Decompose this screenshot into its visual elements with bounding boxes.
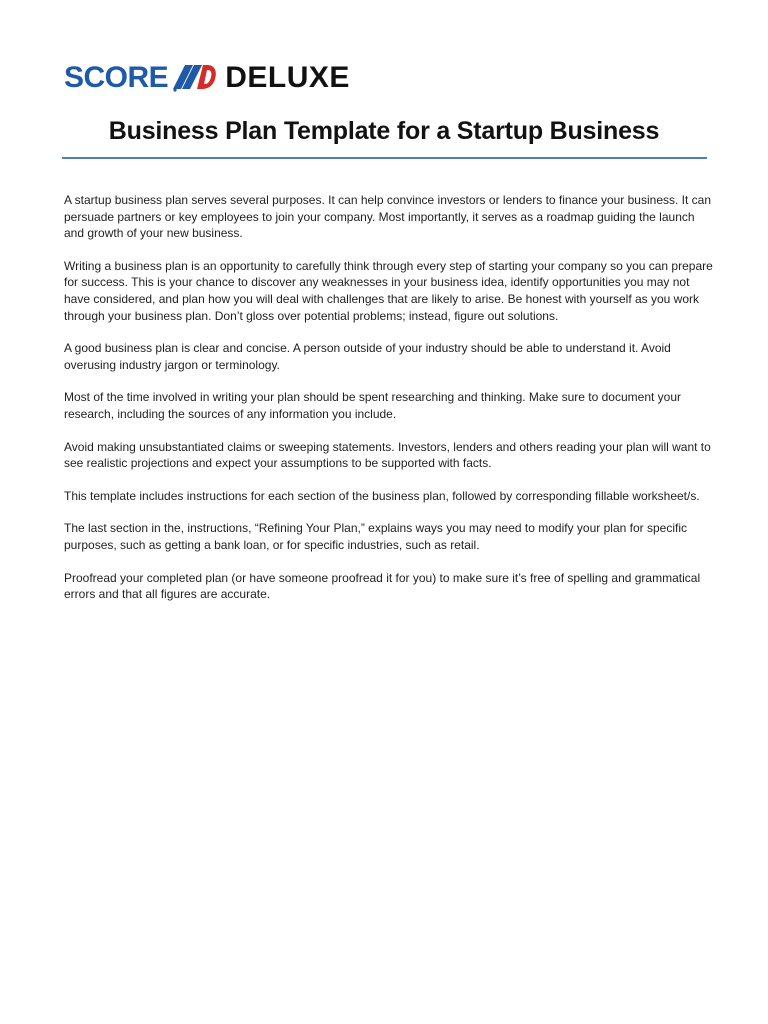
paragraph: The last section in the, instructions, “Refining Your Plan,” explains ways you may need to modify your plan for specific purposes, such as getting a bank loan, or for specific industries, such as retail. [64,521,687,552]
paragraph: Most of the time involved in writing your plan should be spent researching and thinking. Make sure to document your research, including the sources of any information you include. [64,390,682,421]
paragraph: Avoid making unsubstantiated claims or sweeping statements. Investors, lenders and others reading your plan will want to see realistic projections and expect your assumptions to be supported with facts. [64,439,711,471]
paragraph: Proofread your completed plan (or have someone proofread it for you) to make sure it’s free of spelling and grammatical errors and that all figures are accurate. [64,570,701,602]
paragraph: A startup business plan serves several purposes. It can help convince investors or lenders to finance your business. It can persuade partners or key employees to join your company. Most importantly, it serves as a roadmap guiding the launch and growth of your new business. [64,193,712,241]
paragraph: This template includes instructions for each section of the business plan, followed by corresponding fillable worksheet/s. [64,488,700,503]
logo-mark-icon [171,59,217,93]
paragraph: Writing a business plan is an opportunity to carefully think through every step of starting your company so you can prepare for success. This is your chance to discover any weaknesses in your business idea, identify opportunities you may not have considered, and plan how you will deal with challenges that are likely to arise. Be honest with yourself as you work through your business plan. Don’t gloss over potential problems; instead, figure out solutions. [64,258,713,323]
document-body [64,192,714,619]
logo-deluxe-text: DELUXE [225,61,350,94]
paragraph: A good business plan is clear and concise. A person outside of your industry should be able to understand it. Avoid overusing industry jargon or terminology. [64,341,671,372]
logo-slash-icon [171,59,217,98]
score-deluxe-logo [64,56,350,100]
title-divider [62,157,707,159]
page-title: Business Plan Template for a Startup Business [108,117,660,145]
logo-score-text: SCORE [64,61,169,94]
